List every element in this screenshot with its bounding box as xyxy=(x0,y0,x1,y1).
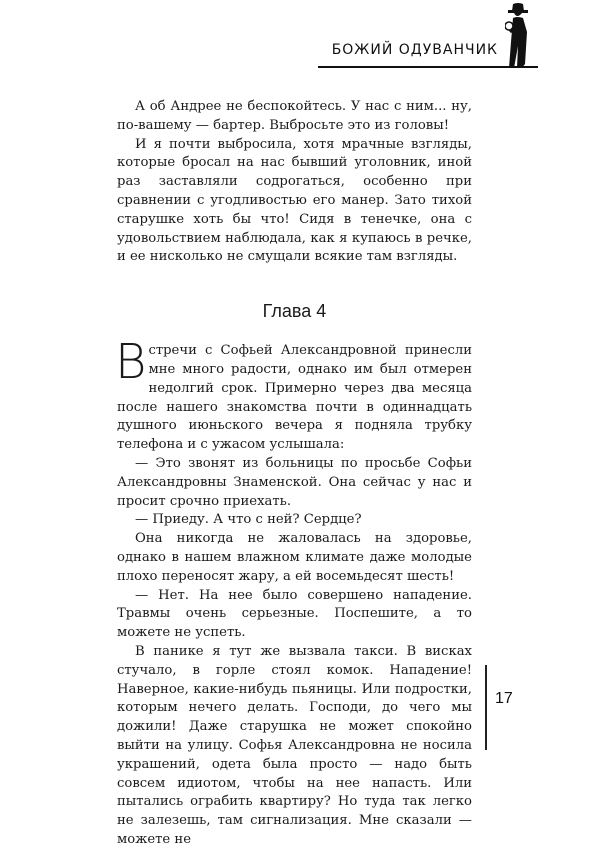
chapter-opening-paragraph xyxy=(115,334,472,455)
running-header-title: БОЖИЙ ОДУВАНЧИК xyxy=(331,42,498,58)
paragraph: — Приеду. А что с ней? Сердце? xyxy=(135,512,362,528)
detective-with-magnifier-icon xyxy=(505,2,537,68)
page-number: 17 xyxy=(495,690,513,707)
drop-cap: В xyxy=(115,334,147,391)
page-number-rule xyxy=(485,665,487,750)
paragraph: В панике я тут же вызвала такси. В висках стучало, в горле стоял комок. Нападение! Наверное, какие-нибудь пьяницы. Или подростки, которым нечего делать. Господи, до чего мы дожили! Даже старушка не может спокойно выйти на улицу. Софья Александровна не носила украшений, одета была просто — надо быть совсем идиотом, чтобы на нее напасть. Или пытались ограбить квартиру? Но туда так легко не залезешь, там сигнализация. Мне сказали — можете не xyxy=(117,643,472,847)
paragraph: Она никогда не жаловалась на здоровье, однако в нашем влажном климате даже молодые плохо переносят жару, а ей восемьдесят шесть! xyxy=(117,531,472,584)
page-body xyxy=(117,98,472,850)
paragraph: — Это звонят из больницы по просьбе Софьи Александровны Знаменской. Она сейчас у нас и просит срочно приехать. xyxy=(117,455,472,509)
paragraph: — Нет. На нее было совершено нападение. Травмы очень серьезные. Поспешите, а то можете не успеть. xyxy=(117,587,472,641)
chapter-title: Глава 4 xyxy=(262,301,327,322)
paragraph: И я почти выбросила, хотя мрачные взгляды, которые бросал на нас бывший уголовник, иной раз заставляли содрогаться, особенно при сравнении с угодливостью его манер. Зато тихой старушке хоть бы что! Сидя в тенечке, она с удовольствием наблюдала, как я купаюсь в речке, и ее нисколько не смущали всякие там взгляды. xyxy=(117,136,472,265)
paragraph: А об Андрее не беспокойтесь. У нас с ним... ну, по-вашему — бартер. Выбросьте это из головы! xyxy=(117,99,472,133)
chapter-opening-text: стречи с Софьей Александровной принесли мне много радости, однако им был отмерен недолгий срок. Примерно через два месяца после нашего знакомства почти в одиннадцать душного июньского вечера я подняла трубку телефона и с ужасом услышала: xyxy=(117,343,472,453)
